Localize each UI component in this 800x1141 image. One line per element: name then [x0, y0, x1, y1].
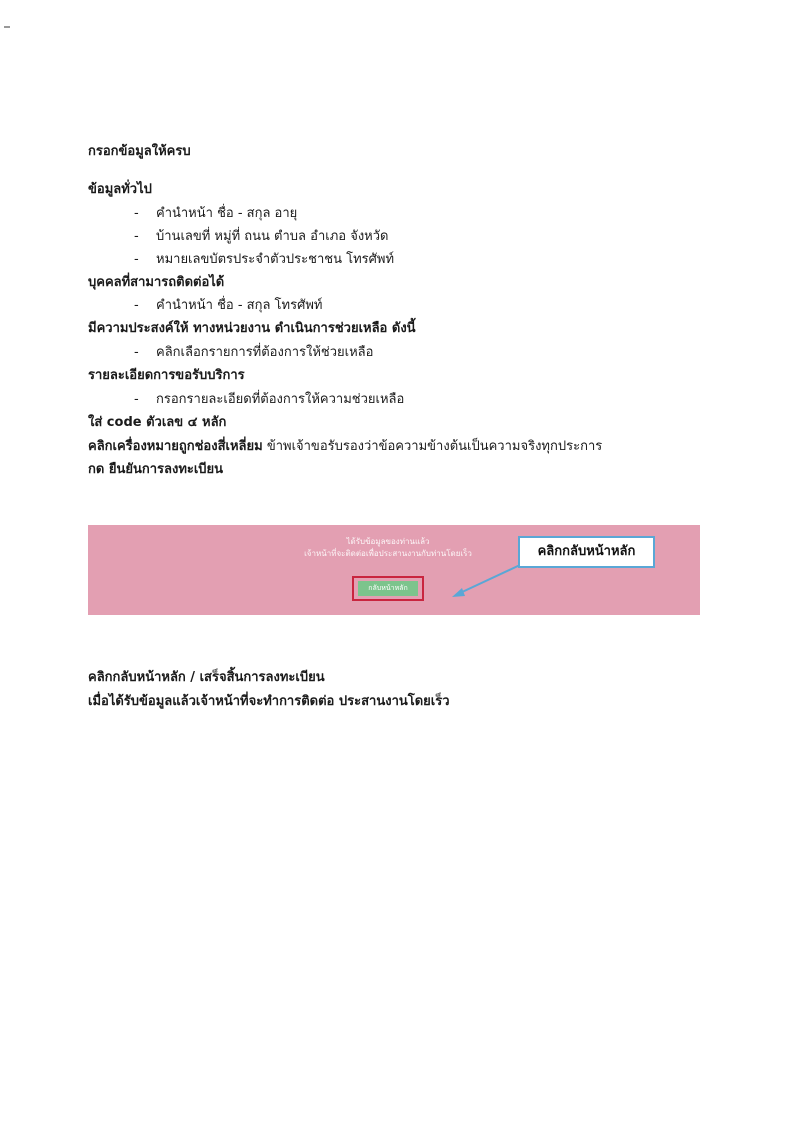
list-item [134, 344, 373, 362]
checkbox-line [88, 438, 602, 456]
code-line: ใส่ code ตัวเลข ๔ หลัก [88, 415, 227, 430]
list-item-text: หมายเลขบัตรประจำตัวประชาชน โทรศัพท์ [156, 252, 395, 267]
list-item-text: คำนำหน้า ชื่อ - สกุล อายุ [156, 206, 298, 221]
list-item [134, 205, 297, 223]
heading: กรอกข้อมูลให้ครบ [88, 144, 191, 159]
dash: - [134, 392, 139, 407]
back-home-button[interactable]: กลับหน้าหลัก [358, 581, 418, 596]
dash: - [134, 345, 139, 360]
confirmation-banner-screenshot [88, 525, 700, 615]
dash: - [134, 206, 139, 221]
contact-title: บุคคลที่สามารถติดต่อได้ [88, 275, 225, 290]
confirm-line: กด ยืนยันการลงทะเบียน [88, 462, 224, 477]
purpose-title: มีความประสงค์ให้ ทางหน่วยงาน ดำเนินการช่วยเหลือ ดังนี้ [88, 321, 416, 336]
list-item-text: บ้านเลขที่ หมู่ที่ ถนน ตำบล อำเภอ จังหวัด [156, 229, 389, 244]
dash: - [134, 252, 139, 267]
list-item [134, 251, 394, 269]
checkbox-line-rest: ข้าพเจ้าขอรับรองว่าข้อความข้างต้นเป็นความจริงทุกประการ [262, 439, 603, 454]
list-item-text: คลิกเลือกรายการที่ต้องการให้ช่วยเหลือ [156, 345, 374, 360]
dash: - [134, 298, 139, 313]
general-title: ข้อมูลทั่วไป [88, 182, 152, 197]
callout-label: คลิกกลับหน้าหลัก [518, 536, 655, 568]
banner-line-1: ได้รับข้อมูลของท่านแล้ว [346, 537, 430, 546]
scan-mark [4, 26, 10, 28]
footer-line-1: คลิกกลับหน้าหลัก / เสร็จสิ้นการลงทะเบียน [88, 670, 325, 685]
list-item-text: คำนำหน้า ชื่อ - สกุล โทรศัพท์ [156, 298, 323, 313]
list-item [134, 297, 323, 315]
footer-line-2: เมื่อได้รับข้อมูลแล้วเจ้าหน้าที่จะทำการติดต่อ ประสานงานโดยเร็ว [88, 694, 450, 709]
details-title: รายละเอียดการขอรับบริการ [88, 368, 245, 383]
dash: - [134, 229, 139, 244]
list-item [134, 228, 388, 246]
list-item-text: กรอกรายละเอียดที่ต้องการให้ความช่วยเหลือ [156, 392, 405, 407]
checkbox-line-bold: คลิกเครื่องหมายถูกช่องสี่เหลี่ยม [88, 439, 263, 454]
list-item [134, 391, 404, 409]
banner-line-2: เจ้าหน้าที่จะติดต่อเพื่อประสานงานกับท่านโดยเร็ว [304, 549, 472, 558]
